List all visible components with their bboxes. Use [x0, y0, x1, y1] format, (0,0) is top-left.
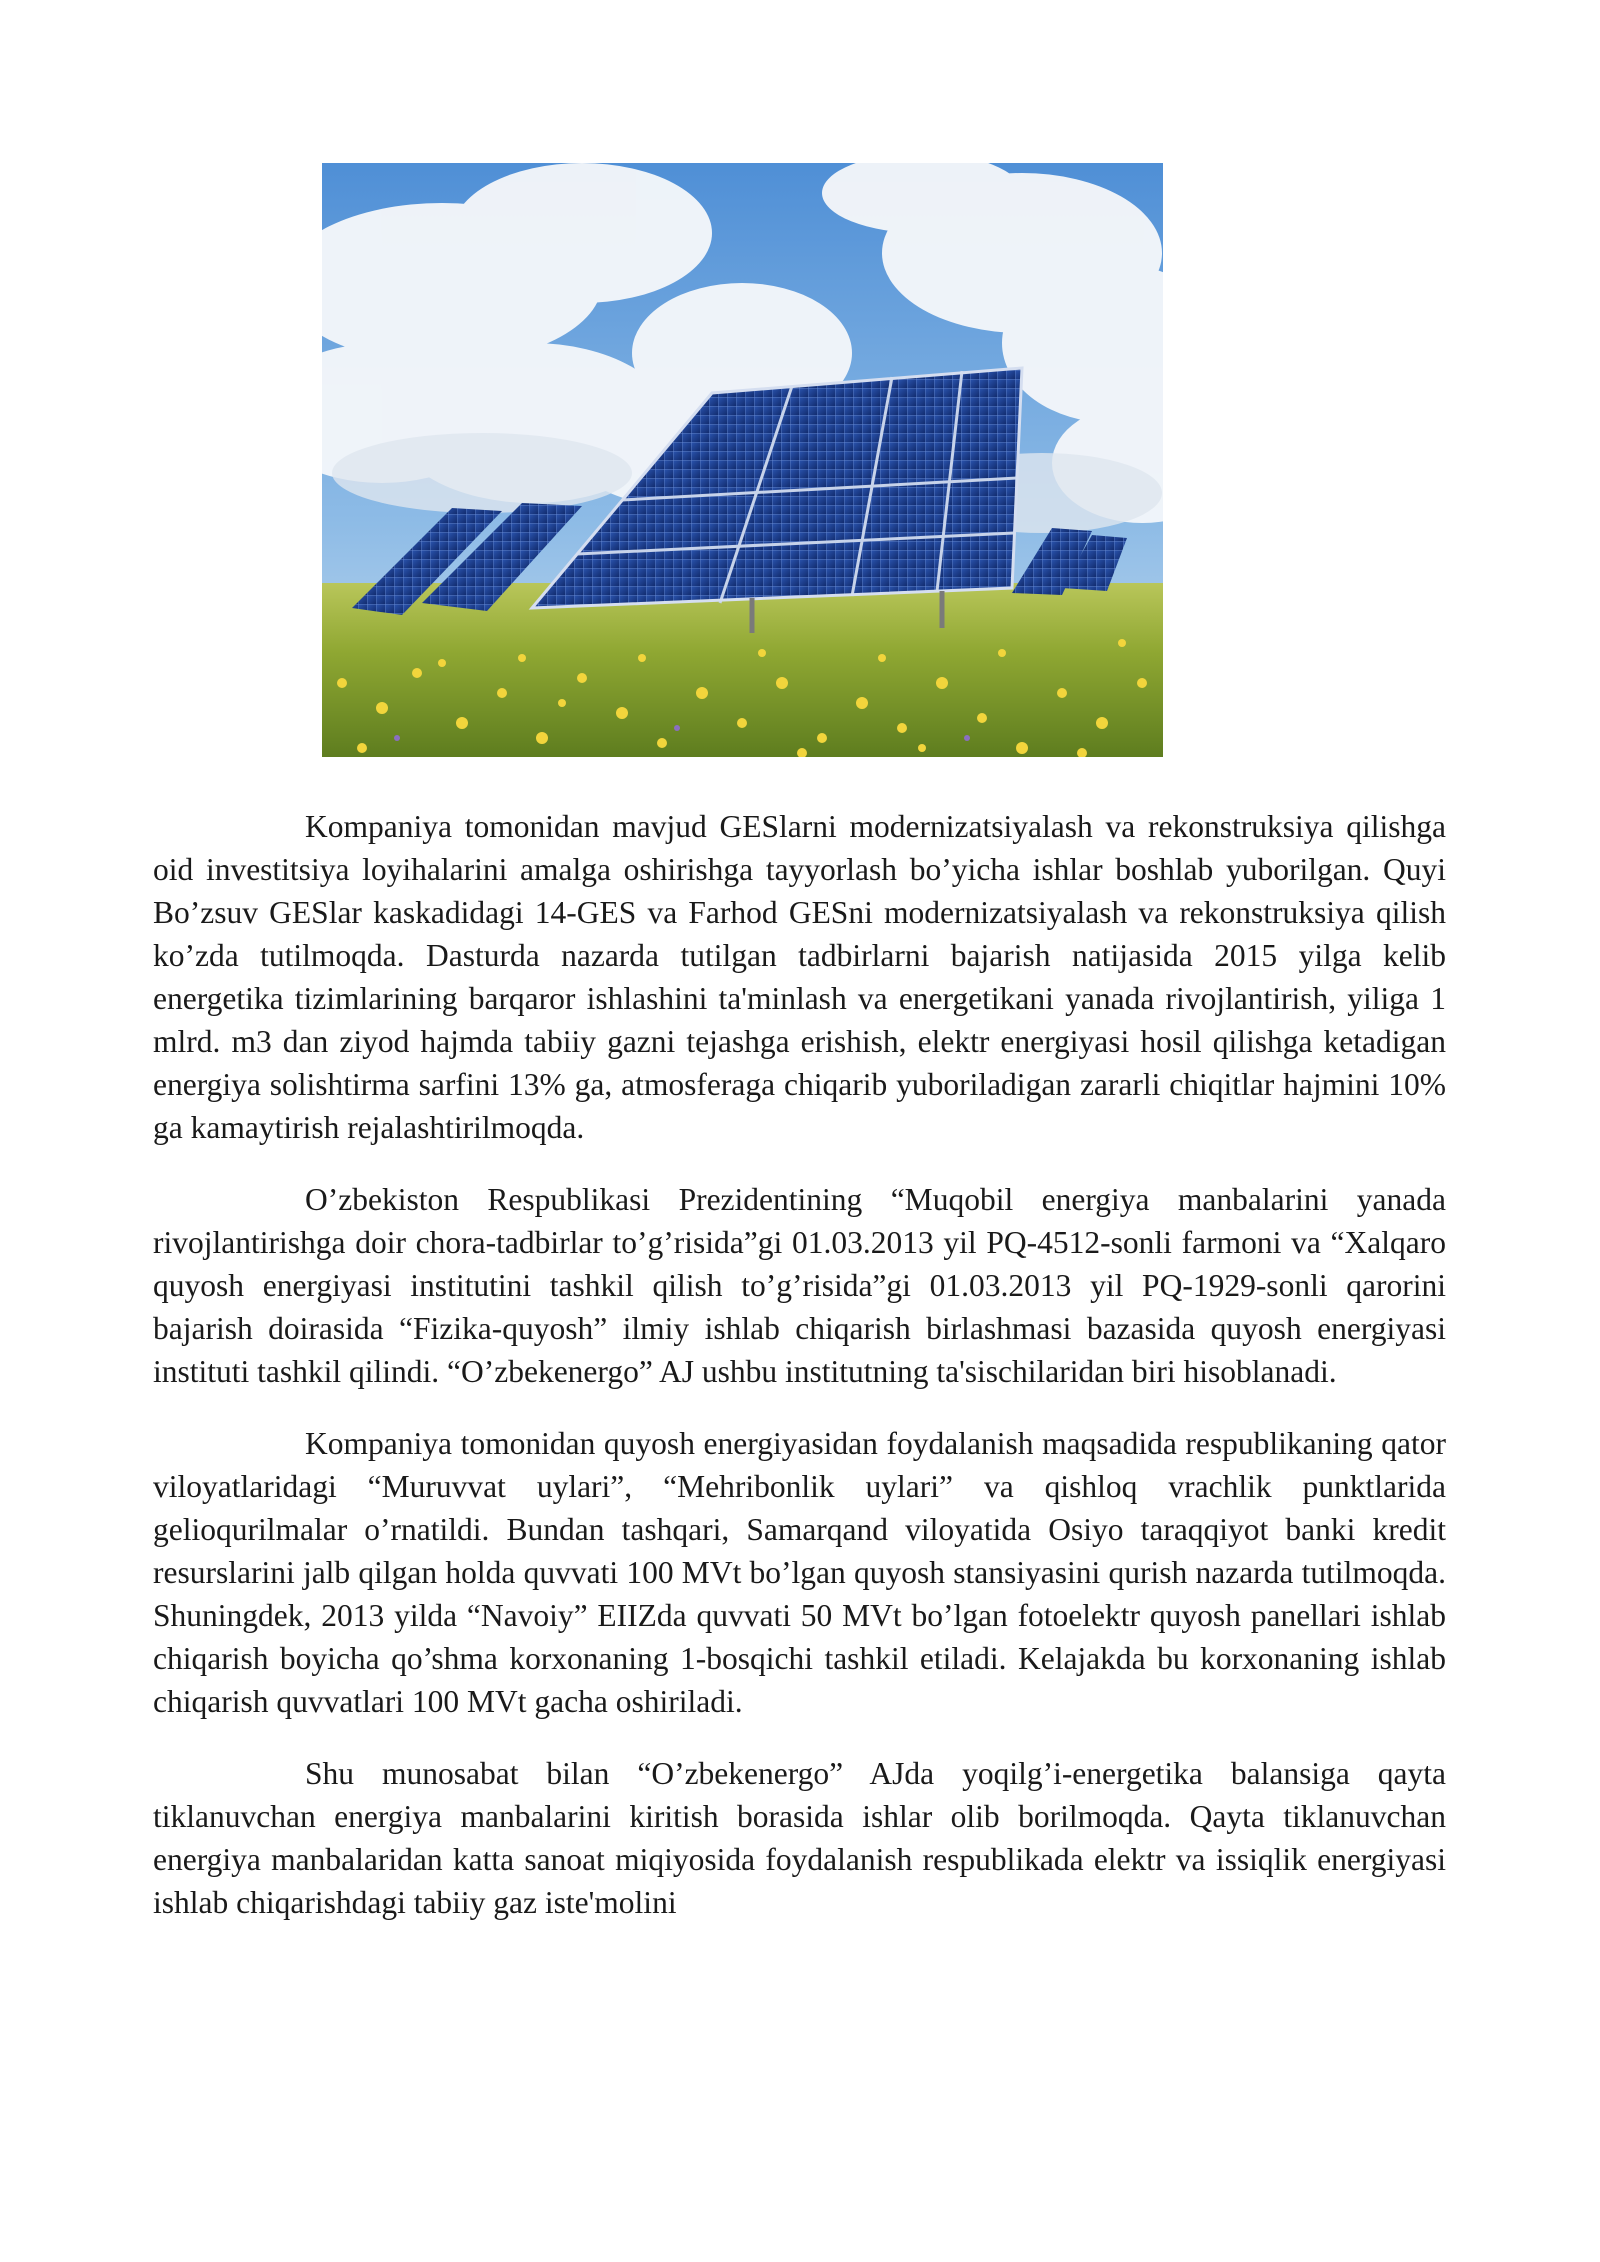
- solar-panels-illustration: [322, 163, 1163, 757]
- body-text: [153, 805, 1446, 1953]
- paragraph: O’zbekiston Respublikasi Prezidentining “Muqobil energiya manbalarini yanada rivojlantirishga doir chora-tadbirlar to’g’risida”gi 01.03.2013 yil PQ-4512-sonli farmoni va “Xalqaro quyosh energiyasi institutini tashkil qilish to’g’risida”gi 01.03.2013 yil PQ-1929-sonli qarorini bajarish doirasida “Fizika-quyosh” ilmiy ishlab chiqarish birlashmasi bazasida quyosh energiyasi instituti tashkil qilindi. “O’zbekenergo” AJ ushbu institutning ta'sischilaridan biri hisoblanadi.: [153, 1182, 1446, 1389]
- solar-panels-photo: [322, 163, 1163, 757]
- paragraph: Kompaniya tomonidan quyosh energiyasidan foydalanish maqsadida respublikaning qator viloyatlaridagi “Muruvvat uylari”, “Mehribonlik uylari” va qishloq vrachlik punktlarida gelioqurilmalar o’rnatildi. Bundan tashqari, Samarqand viloyatida Osiyo taraqqiyot banki kredit resurslarini jalb qilgan holda quvvati 100 MVt bo’lgan quyosh stansiyasini qurish nazarda tutilmoqda. Shuningdek, 2013 yilda “Navoiy” EIIZda quvvati 50 MVt bo’lgan fotoelektr quyosh panellari ishlab chiqarish boyicha qo’shma korxonaning 1-bosqichi tashkil etiladi. Kelajakda bu korxonaning ishlab chiqarish quvvatlari 100 MVt gacha oshiriladi.: [153, 1426, 1446, 1719]
- paragraph: Shu munosabat bilan “O’zbekenergo” AJda yoqilg’i-energetika balansiga qayta tiklanuvchan energiya manbalarini kiritish borasida ishlar olib borilmoqda. Qayta tiklanuvchan energiya manbalaridan katta sanoat miqiyosida foydalanish respublikada elektr va issiqlik energiyasi ishlab chiqarishdagi tabiiy gaz iste'molini: [153, 1756, 1446, 1920]
- paragraph: Kompaniya tomonidan mavjud GESlarni modernizatsiyalash va rekonstruksiya qilishga oid investitsiya loyihalarini amalga oshirishga tayyorlash bo’yicha ishlar boshlab yuborilgan. Quyi Bo’zsuv GESlar kaskadidagi 14-GES va Farhod GESni modernizatsiyalash va rekonstruksiya qilish ko’zda tutilmoqda. Dasturda nazarda tutilgan tadbirlarni bajarish natijasida 2015 yilga kelib energetika tizimlarining barqaror ishlashini ta'minlash va energetikani yanada rivojlantirish, yiliga 1 mlrd. m3 dan ziyod hajmda tabiiy gazni tejashga erishish, elektr energiyasi hosil qilishga ketadigan energiya solishtirma sarfini 13% ga, atmosferaga chiqarib yuboriladigan zararli chiqitlar hajmini 10% ga kamaytirish rejalashtirilmoqda.: [153, 809, 1446, 1145]
